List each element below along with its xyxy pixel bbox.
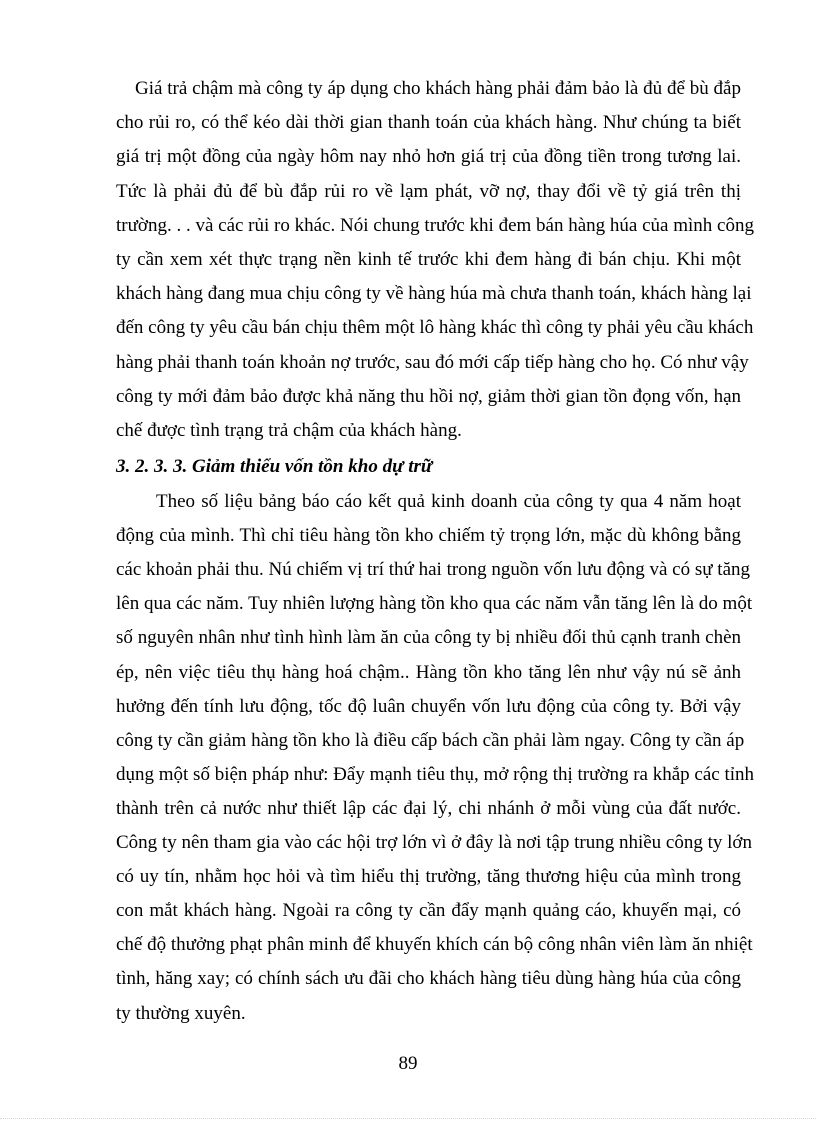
text-line: Theo số liệu bảng báo cáo kết quả kinh doanh của công ty qua 4 năm hoạt — [156, 491, 741, 512]
text-line: cho rủi ro, có thể kéo dài thời gian thanh toán của khách hàng. Như chúng ta biết — [116, 112, 741, 134]
text-line: hưởng đến tính lưu động, tốc độ luân chuyển vốn lưu động của công ty. Bởi vậy — [116, 695, 741, 717]
text-line: động của mình. Thì chỉ tiêu hàng tồn kho chiếm tỷ trọng lớn, mặc dù không bằng — [116, 525, 741, 547]
text-line: công ty mới đảm bảo được khả năng thu hồi nợ, giảm thời gian tồn đọng vốn, hạn — [116, 385, 741, 407]
text-line: chế độ thưởng phạt phân minh để khuyến khích cán bộ công nhân viên làm ăn nhiệt — [116, 934, 753, 956]
text-line: số nguyên nhân như tình hình làm ăn của công ty bị nhiều đối thủ cạnh tranh chèn — [116, 627, 741, 649]
text-line: các khoản phải thu. Nú chiếm vị trí thứ hai trong nguồn vốn lưu động và có sự tăng — [116, 559, 751, 581]
text-line: Tức là phải đủ để bù đắp rủi ro về lạm phát, vỡ nợ, thay đổi về tỷ giá trên thị — [116, 180, 741, 202]
text-line: hàng phải thanh toán khoản nợ trước, sau đó mới cấp tiếp hàng cho họ. Có như vậy — [116, 351, 749, 373]
text-line: có uy tín, nhằm học hỏi và tìm hiểu thị trường, tăng thương hiệu của mình trong — [116, 866, 741, 888]
text-line: lên qua các năm. Tuy nhiên lượng hàng tồn kho qua các năm vẫn tăng lên là do một — [116, 593, 753, 615]
text-line: dụng một số biện pháp như: Đẩy mạnh tiêu thụ, mở rộng thị trường ra khắp các tỉnh — [116, 763, 755, 785]
text-line: thành trên cả nước như thiết lập các đại lý, chi nhánh ở mỗi vùng của đất nước. — [116, 797, 741, 819]
text-line: khách hàng đang mua chịu công ty về hàng húa mà chưa thanh toán, khách hàng lại — [116, 283, 752, 305]
text-line: tình, hăng xay; có chính sách ưu đãi cho khách hàng tiêu dùng hàng húa của công — [116, 968, 741, 990]
text-line: công ty cần giảm hàng tồn kho là điều cấp bách cần phải làm ngay. Công ty cần áp — [116, 729, 745, 751]
page-bottom-divider — [0, 1118, 816, 1119]
text-line: con mắt khách hàng. Ngoài ra công ty cần đẩy mạnh quảng cáo, khuyến mại, có — [116, 900, 741, 922]
text-line: ty thường xuyên. — [116, 1002, 246, 1024]
text-line: trường. . . và các rủi ro khác. Nói chung trước khi đem bán hàng húa của mình công — [116, 214, 754, 236]
page-number: 89 — [398, 1053, 418, 1074]
text-line: ty cần xem xét thực trạng nền kinh tế trước khi đem hàng đi bán chịu. Khi một — [116, 249, 741, 270]
text-line: Công ty nên tham gia vào các hội trợ lớn vì ở đây là nơi tập trung nhiều công ty lớn — [116, 832, 752, 853]
text-line: đến công ty yêu cầu bán chịu thêm một lô hàng khác thì công ty phải yêu cầu khách — [116, 317, 754, 339]
text-line: chế được tình trạng trả chậm của khách hàng. — [116, 420, 462, 441]
section-heading: 3. 2. 3. 3. Giảm thiểu vốn tồn kho dự trữ — [116, 456, 433, 477]
text-line: giá trị một đồng của ngày hôm nay nhỏ hơn giá trị của đồng tiền trong tương lai. — [116, 146, 741, 168]
text-line: Giá trả chậm mà công ty áp dụng cho khách hàng phải đảm bảo là đủ để bù đắp — [135, 78, 741, 99]
text-line: ép, nên việc tiêu thụ hàng hoá chậm.. Hàng tồn kho tăng lên như vậy nú sẽ ảnh — [116, 661, 741, 683]
